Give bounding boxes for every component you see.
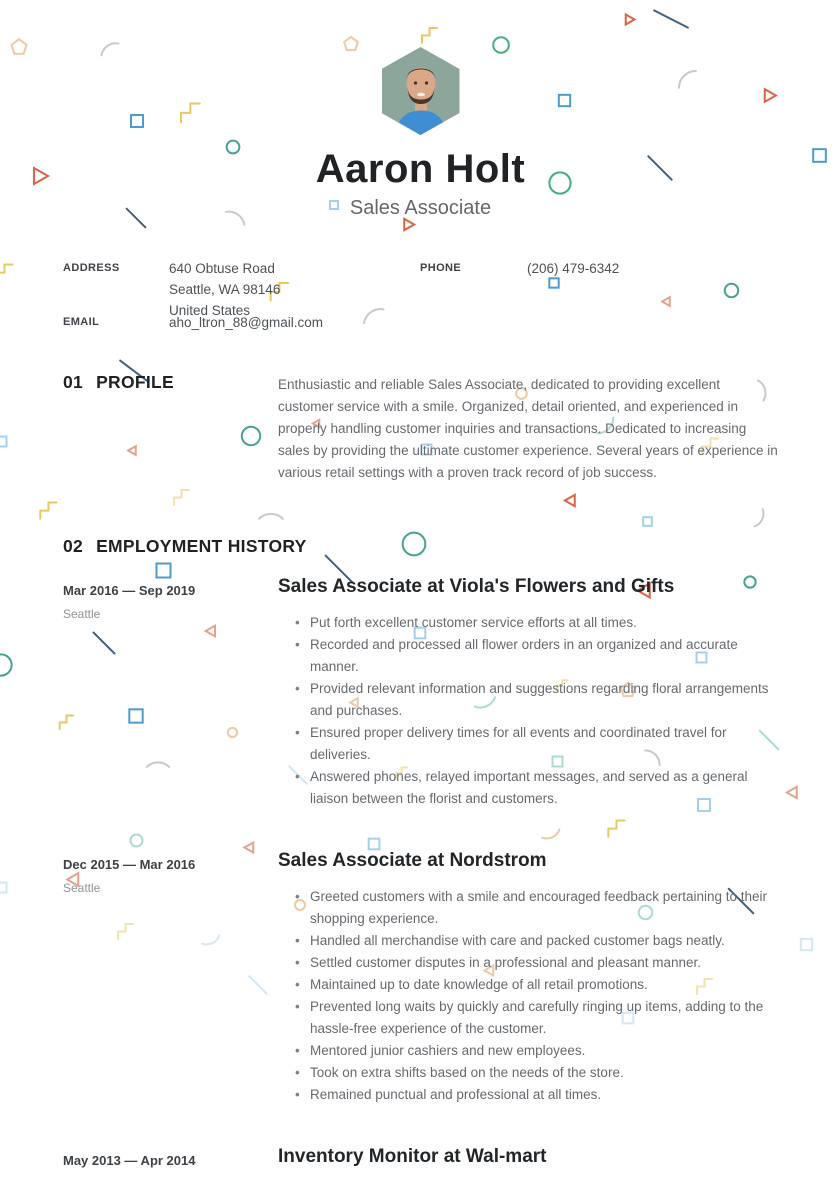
job-bullet: • Mentored junior cashiers and new employees. [295, 1040, 778, 1062]
avatar [382, 47, 460, 135]
job-bullet: • Provided relevant information and suggestions regarding floral arrangements and purchases. [295, 678, 778, 722]
job-bullet: • Ensured proper delivery times for all events and coordinated travel for deliveries. [295, 722, 778, 766]
job-title: Sales Associate at Viola's Flowers and Gifts [278, 575, 675, 597]
job-bullet: • Recorded and processed all flower orders in an organized and accurate manner. [295, 634, 778, 678]
job-title: Sales Associate at Nordstrom [278, 849, 547, 871]
job-entry [63, 1146, 778, 1169]
candidate-name: Aaron Holt [315, 147, 526, 191]
job-bullet: • Took on extra shifts based on the needs of the store. [295, 1062, 778, 1084]
address-line: Seattle, WA 98146 [169, 281, 281, 297]
job-bullet: • Settled customer disputes in a professional and pleasant manner. [295, 952, 778, 974]
candidate-title: Sales Associate [349, 196, 492, 219]
triangle-icon [622, 12, 637, 27]
jobs-list [63, 576, 778, 1168]
section-title: EMPLOYMENT HISTORY [96, 535, 307, 556]
address-label: ADDRESS [63, 261, 120, 274]
job-bullet: • Remained punctual and professional at all times. [295, 1084, 778, 1106]
profile-heading [63, 372, 278, 392]
zigzag-icon [418, 22, 442, 46]
job-dates: Dec 2015 — Mar 2016 [63, 856, 196, 872]
job-bullets [278, 886, 778, 1106]
email-value: aho_ltron_88@gmail.com [169, 314, 324, 330]
phone-label: PHONE [420, 261, 462, 274]
section-number: 02 [63, 535, 84, 556]
line-icon [642, 0, 700, 48]
job-location: Seattle [63, 880, 101, 895]
job-bullet: • Maintained up to date knowledge of all retail promotions. [295, 974, 778, 996]
section-number: 01 [63, 371, 84, 392]
job-location: Seattle [63, 606, 101, 621]
job-bullet: • Put forth excellent customer service efforts at all times. [295, 612, 778, 634]
job-dates: Mar 2016 — Sep 2019 [63, 582, 196, 598]
job-dates: May 2013 — Apr 2014 [63, 1152, 196, 1168]
job-title: Inventory Monitor at Wal-mart [278, 1145, 547, 1167]
email-label: EMAIL [63, 315, 100, 328]
job-entry [63, 576, 778, 810]
employment-section [63, 536, 778, 1169]
section-title: PROFILE [96, 371, 175, 392]
job-entry [63, 850, 778, 1106]
job-bullet: • Prevented long waits by quickly and carefully ringing up items, adding to the hassle-free experience of the customer. [295, 996, 778, 1040]
address-line: United States [169, 302, 251, 318]
address-line: 640 Obtuse Road [169, 260, 275, 276]
job-bullet: • Handled all merchandise with care and packed customer bags neatly. [295, 930, 778, 952]
employment-heading [63, 536, 778, 556]
phone-value: (206) 479-6342 [527, 260, 620, 276]
profile-photo [382, 47, 460, 135]
job-bullet: • Answered phones, relayed important messages, and served as a general liaison between the florist and customers. [295, 766, 778, 810]
profile-text: Enthusiastic and reliable Sales Associate, dedicated to providing excellent customer service with a smile. Organized, detail oriented, and experienced in properly handling customer inquiries and transactions. Dedicated to increasing sales by providing the ultimate customer experience. Several years of experience in various retail settings with a proven track record of job success. [278, 376, 778, 480]
contact-section [63, 256, 778, 336]
job-bullet: • Greeted customers with a smile and encouraged feedback pertaining to their shopping experience. [295, 886, 778, 930]
job-bullets [278, 612, 778, 810]
profile-section [63, 372, 778, 484]
